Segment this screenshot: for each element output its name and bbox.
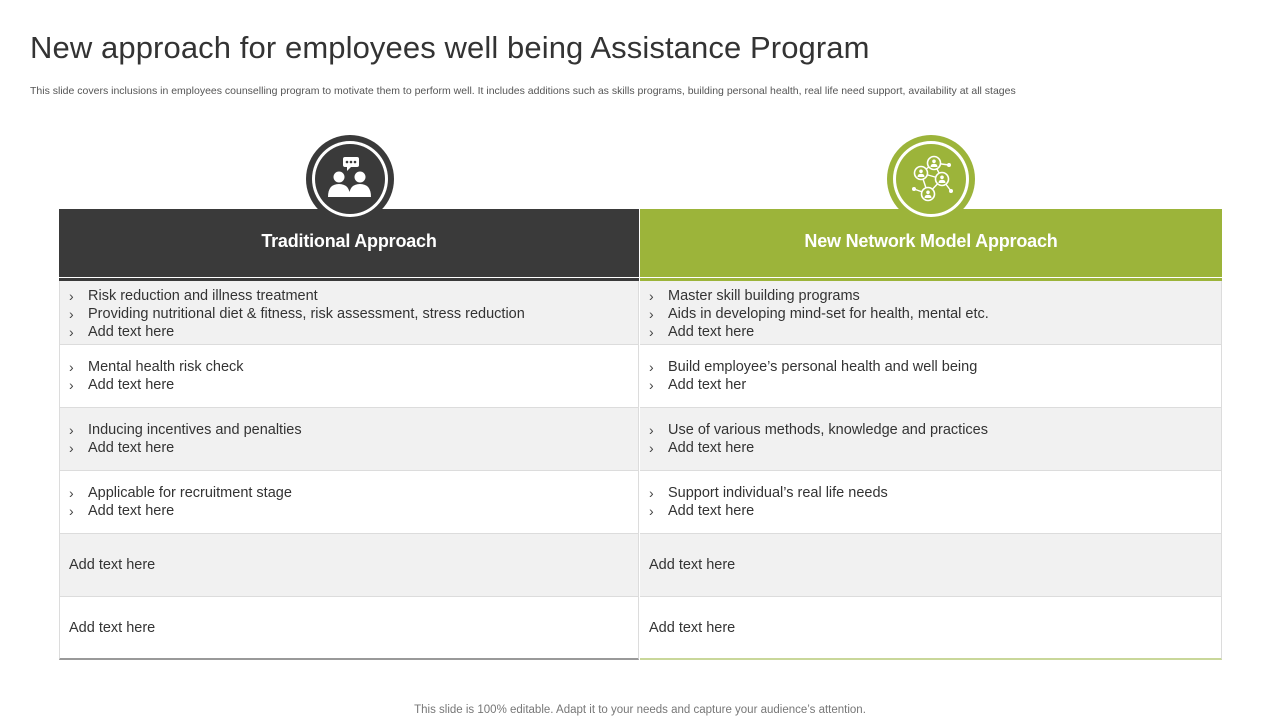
chevron-right-icon: › [69,306,74,322]
table-row [640,471,1222,534]
table-row [59,345,639,408]
row-text: Add text here [649,557,736,573]
table-row [59,408,639,471]
chevron-right-icon: › [69,485,74,501]
list-item: › Add text her [649,377,747,393]
page-subtitle: This slide covers inclusions in employees counselling program to motivate them to perform well. It includes additions such as skills programs, building personal health, real life need support, availability at all stages [30,85,1016,97]
list-item: › Master skill building programs [649,288,860,304]
chevron-right-icon: › [69,503,74,519]
people-chat-icon [324,153,376,205]
traditional-approach-badge [306,135,394,223]
list-item: › Applicable for recruitment stage [69,485,292,501]
chevron-right-icon: › [649,503,654,519]
list-item: › Providing nutritional diet & fitness, risk assessment, stress reduction [69,306,525,322]
chevron-right-icon: › [69,422,74,438]
new-network-model-badge [887,135,975,223]
chevron-right-icon: › [649,288,654,304]
table-row [59,471,639,534]
table-row [59,281,639,345]
traditional-approach-column [59,209,639,660]
footer-note: This slide is 100% editable. Adapt it to your needs and capture your audience’s attention. [414,704,866,716]
table-row [59,597,639,660]
table-row [640,281,1222,345]
row-text: Add text here [649,619,736,636]
list-item: › Support individual’s real life needs [649,485,888,501]
traditional-approach-header: Traditional Approach [59,209,639,277]
list-item: › Aids in developing mind-set for health, mental etc. [649,306,989,322]
list-item: › Add text here [649,503,755,519]
table-row [640,597,1222,660]
new-network-model-header: New Network Model Approach [640,209,1222,277]
row-text: Add text here [69,619,156,636]
chevron-right-icon: › [69,377,74,393]
list-item: › Add text here [69,503,175,519]
list-item: › Add text here [649,440,755,456]
list-item: › Inducing incentives and penalties [69,422,302,438]
chevron-right-icon: › [649,324,654,340]
row-text: Add text here [69,557,156,573]
table-row [640,345,1222,408]
chevron-right-icon: › [649,306,654,322]
list-item: › Add text here [69,440,175,456]
chevron-right-icon: › [649,377,654,393]
table-row [640,408,1222,471]
table-row [59,534,639,597]
list-item: › Add text here [69,324,175,340]
list-item: › Mental health risk check [69,359,244,375]
chevron-right-icon: › [69,359,74,375]
list-item: › Build employee’s personal health and well being [649,359,978,375]
table-row [640,534,1222,597]
page-title: New approach for employees well being Assistance Program [30,30,870,65]
chevron-right-icon: › [69,324,74,340]
list-item: › Add text here [649,324,755,340]
chevron-right-icon: › [649,485,654,501]
chevron-right-icon: › [69,288,74,304]
list-item: › Add text here [69,377,175,393]
chevron-right-icon: › [69,440,74,456]
list-item: › Risk reduction and illness treatment [69,288,318,304]
chevron-right-icon: › [649,440,654,456]
new-network-model-column [640,209,1222,660]
chevron-right-icon: › [649,422,654,438]
list-item: › Use of various methods, knowledge and practices [649,422,988,438]
network-people-icon [903,151,959,207]
chevron-right-icon: › [649,359,654,375]
